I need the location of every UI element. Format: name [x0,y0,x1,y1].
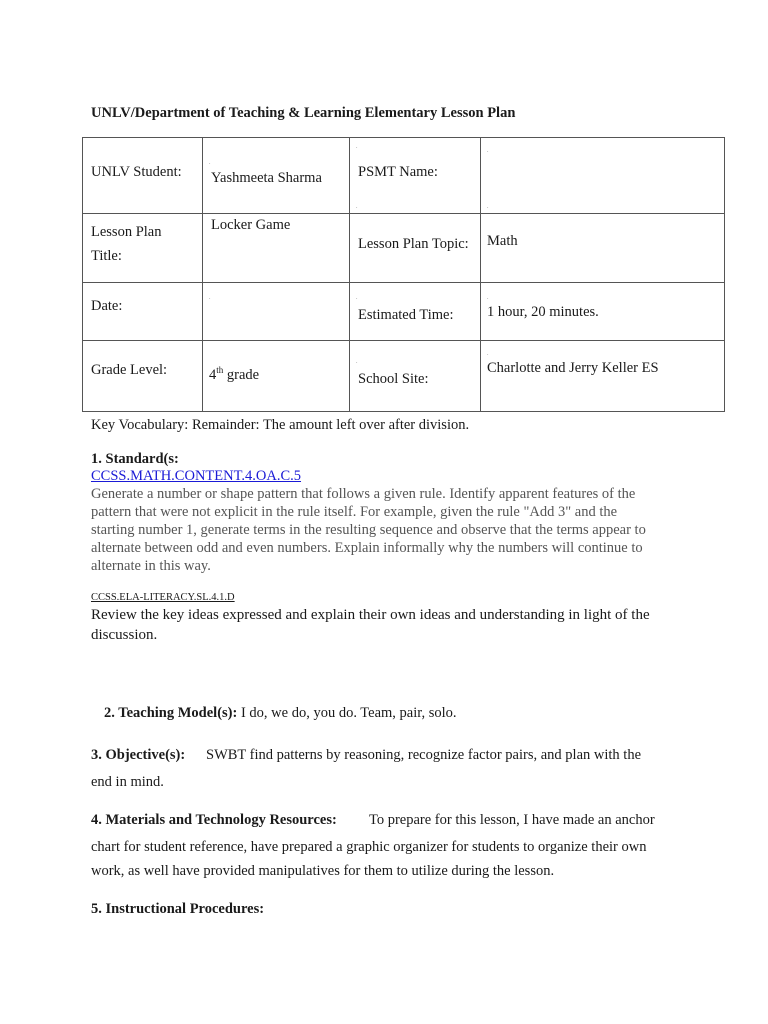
lesson-title-label-line1: Lesson Plan [91,224,162,240]
date-label-cell [83,283,203,341]
grade-value-cell [203,341,350,412]
grade-suffix: th [216,365,224,376]
materials-line2: chart for student reference, have prepared a graphic organizer for students to organize their own [91,839,647,855]
topic-label-cell [350,214,481,283]
math-standard-line: pattern that were not explicit in the rule itself. For example, given the rule "Add 3" and the [91,504,618,520]
objectives-line1: SWBT find patterns by reasoning, recognize factor pairs, and plan with the [206,747,642,763]
math-standard-line: starting number 1, generate terms in the resulting sequence and observe that the terms appear to [91,522,646,538]
time-value-cell [481,283,725,341]
psmt-label-cell [350,138,481,214]
placeholder-dot: . [209,295,211,301]
table-row [83,138,725,214]
grade-word: grade [223,367,260,383]
materials-label: 4. Materials and Technology Resources: [91,812,337,828]
school-value: Charlotte and Jerry Keller ES [487,360,659,376]
placeholder-dot: . [356,204,358,210]
psmt-value-cell [481,138,725,214]
lesson-title-label-line2: Title: [91,248,122,264]
time-value: 1 hour, 20 minutes. [487,304,599,320]
student-value: Yashmeeta Sharma [211,170,322,186]
time-label: Estimated Time: [358,307,454,323]
math-standard-line: alternate between odd and even numbers. Explain informally why the numbers will continue to [91,540,643,556]
procedures-label: 5. Instructional Procedures: [91,901,265,917]
table-row [83,214,725,283]
ela-standard-line: discussion. [91,627,158,643]
student-value-cell [203,138,350,214]
placeholder-dot: . [356,144,358,150]
placeholder-dot: . [356,295,358,301]
teaching-model-value: I do, we do, you do. Team, pair, solo. [237,705,457,721]
placeholder-dot: . [487,295,489,301]
student-label-cell [83,138,203,214]
document-title: UNLV/Department of Teaching & Learning Elementary Lesson Plan [91,105,516,121]
lesson-title-value-cell [203,214,350,283]
placeholder-dot: . [487,351,489,357]
standards-heading: 1. Standard(s: [91,451,179,467]
school-label: School Site: [358,371,429,387]
psmt-label: PSMT Name: [358,164,438,180]
school-value-cell [481,341,725,412]
student-label: UNLV Student: [91,164,182,180]
ela-standard-line: Review the key ideas expressed and explain their own ideas and understanding in light of the [91,607,650,623]
topic-label: Lesson Plan Topic: [358,236,469,252]
key-vocabulary: Key Vocabulary: Remainder: The amount left over after division. [91,417,470,433]
lesson-title-label-cell [83,214,203,283]
placeholder-dot: . [209,160,211,166]
table-row [83,283,725,341]
table-row [83,341,725,412]
materials-line3: work, as well have provided manipulatives for them to utilize during the lesson. [91,863,555,879]
teaching-model-label: 2. Teaching Model(s): [104,705,238,721]
lesson-title-value: Locker Game [211,217,291,233]
time-label-cell [350,283,481,341]
math-standard-line: alternate in this way. [91,558,211,574]
grade-label: Grade Level: [91,362,168,378]
math-standard-link[interactable]: CCSS.MATH.CONTENT.4.OA.C.5 [91,468,302,484]
topic-value-cell [481,214,725,283]
placeholder-dot: . [356,359,358,365]
lesson-info-table [82,137,725,412]
objectives-line2: end in mind. [91,774,164,790]
school-label-cell [350,341,481,412]
topic-value: Math [487,233,518,249]
placeholder-dot: . [487,204,489,210]
date-label: Date: [91,298,123,314]
ela-standard-link[interactable]: CCSS.ELA-LITERACY.SL.4.1.D [91,592,235,603]
objectives-label: 3. Objective(s): [91,747,186,763]
grade-label-cell [83,341,203,412]
date-value-cell [203,283,350,341]
placeholder-dot: . [487,148,489,154]
math-standard-line: Generate a number or shape pattern that follows a given rule. Identify apparent features of the [91,486,636,502]
teaching-model [104,705,457,722]
grade-number: 4 [209,367,217,383]
grade-value [209,367,259,384]
materials-line1: To prepare for this lesson, I have made an anchor [369,812,655,828]
